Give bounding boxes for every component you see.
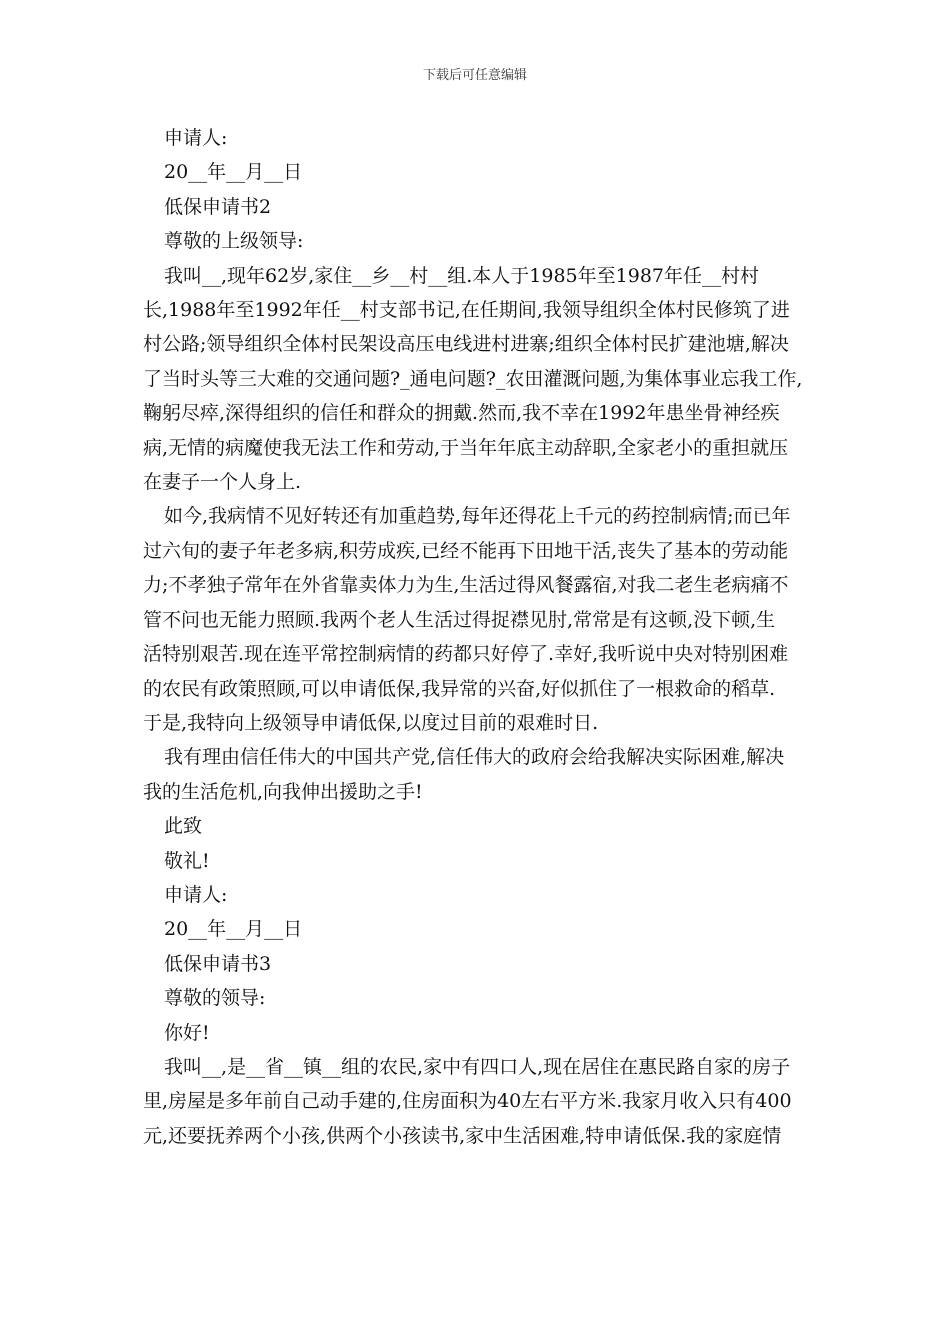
date-line: 20__年__月__日: [164, 161, 303, 184]
paragraph-line: 村公路;领导组织全体村民架设高压电线进村进寨;组织全体村民扩建池塘,解决: [143, 333, 789, 356]
salutation: 尊敬的上级领导:: [164, 230, 304, 253]
paragraph-line: 我的生活危机,向我伸出援助之手!: [143, 780, 423, 803]
section-title: 低保申请书2: [164, 195, 272, 218]
section-title: 低保申请书3: [164, 952, 272, 975]
paragraph-line: 于是,我特向上级领导申请低保,以度过目前的艰难时日.: [143, 711, 599, 734]
applicant-line: 申请人:: [164, 883, 228, 906]
paragraph-line: 鞠躬尽瘁,深得组织的信任和群众的拥戴.然而,我不幸在1992年患坐骨神经疾: [143, 402, 780, 425]
paragraph-line: 我叫__,是__省__镇__组的农民,家中有四口人,现在居住在惠民路自家的房子: [164, 1055, 791, 1078]
paragraph-line: 的农民有政策照顾,可以申请低保,我异常的兴奋,好似抓住了一根救命的稻草.: [143, 677, 776, 700]
paragraph-line: 里,房屋是多年前自己动手建的,住房面积为40左右平方米.我家月收入只有400: [143, 1090, 792, 1113]
paragraph-line: 力;不孝独子常年在外省靠卖体力为生,生活过得风餐露宿,对我二老生老病痛不: [143, 574, 789, 597]
closing-line: 此致: [164, 815, 203, 838]
paragraph-line: 我有理由信任伟大的中国共产党,信任伟大的政府会给我解决实际困难,解决: [164, 746, 785, 769]
paragraph-line: 如今,我病情不见好转还有加重趋势,每年还得花上千元的药控制病情;而已年: [164, 505, 791, 528]
applicant-line: 申请人:: [164, 127, 228, 149]
date-line: 20__年__月__日: [164, 918, 303, 941]
page-header-note: 下载后可任意编辑: [422, 68, 527, 83]
paragraph-line: 管不问也无能力照顾.我两个老人生活过得捉襟见肘,常常是有这顿,没下顿,生: [143, 608, 776, 631]
paragraph-line: 我叫__,现年62岁,家住__乡__村__组.本人于1985年至1987年任__村村: [164, 264, 760, 287]
document-body: [143, 121, 807, 1153]
paragraph-line: 了当时头等三大难的交通问题?_通电问题?_农田灌溉问题,为集体事业忘我工作,: [143, 367, 803, 390]
paragraph-line: 活特别艰苦.现在连平常控制病情的药都只好停了.幸好,我听说中央对特别困难: [143, 643, 789, 666]
closing-line: 敬礼!: [164, 849, 210, 872]
paragraph-line: 长,1988年至1992年任__村支部书记,在任期间,我领导组织全体村民修筑了进: [143, 299, 790, 322]
paragraph-line: 在妻子一个人身上.: [143, 471, 302, 494]
salutation: 尊敬的领导:: [164, 987, 266, 1010]
paragraph-line: 元,还要抚养两个小孩,供两个小孩读书,家中生活困难,特申请低保.我的家庭情: [143, 1124, 782, 1147]
paragraph-line: 过六旬的妻子年老多病,积劳成疾,已经不能再下田地干活,丧失了基本的劳动能: [143, 539, 789, 562]
paragraph-line: 病,无情的病魔使我无法工作和劳动,于当年年底主动辞职,全家老小的重担就压: [143, 436, 789, 459]
greeting: 你好!: [164, 1021, 210, 1044]
